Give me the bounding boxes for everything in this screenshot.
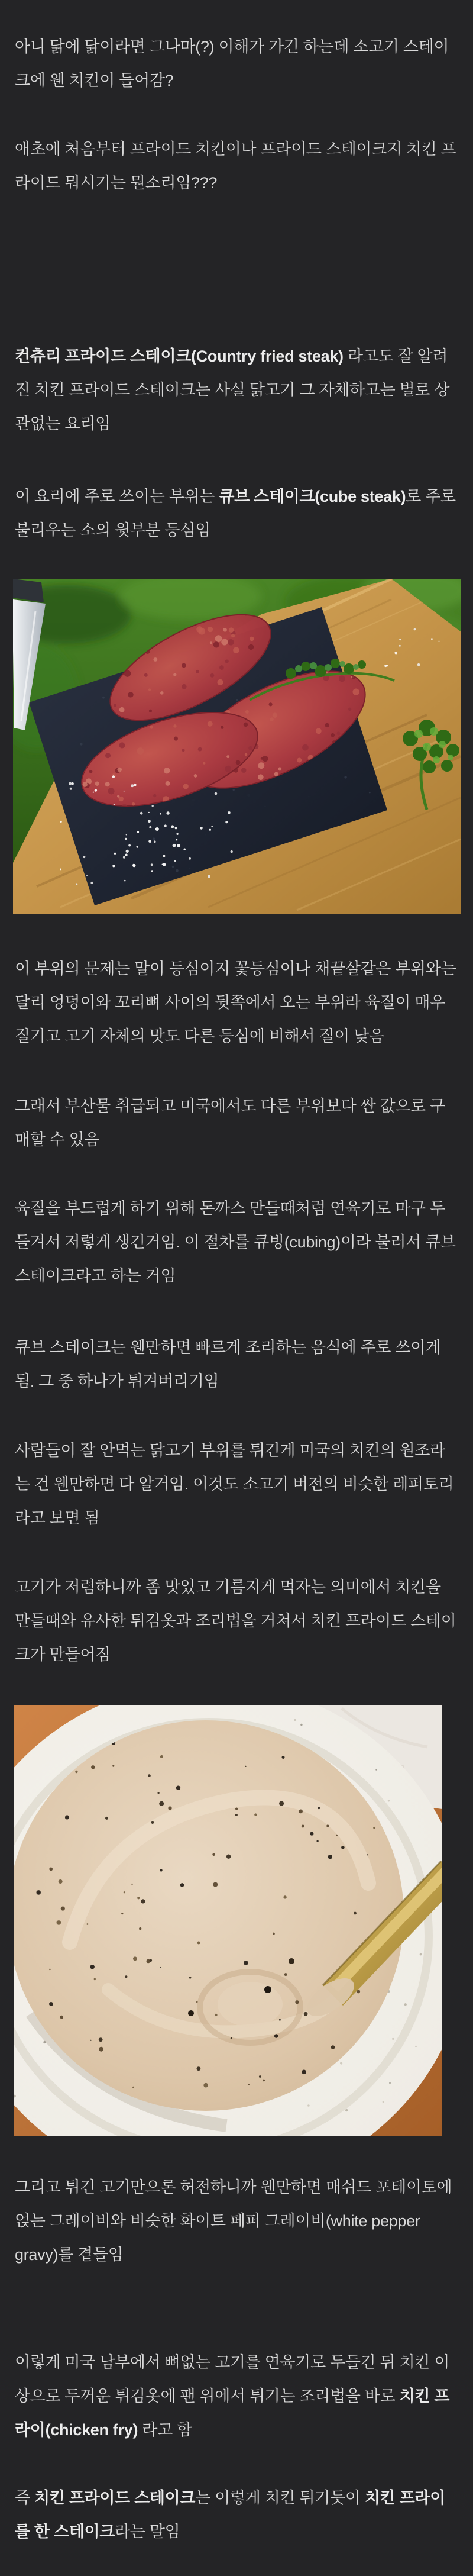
- white-pepper-gravy-photo: [14, 1705, 442, 2136]
- paragraph-text: 라고도 잘 알려진 치킨 프라이드 스테이크는 사실 닭고기 그 자체하고는 별로 상관없는 요리임: [15, 347, 450, 433]
- paragraph: [15, 1434, 459, 1535]
- paragraph: [15, 133, 459, 200]
- paragraph: [15, 1089, 459, 1157]
- paragraph-bold-text: 컨츄리 프라이드 스테이크(Country fried steak): [15, 347, 344, 365]
- paragraph: [15, 952, 459, 1053]
- paragraph: [15, 480, 459, 547]
- paragraph: [15, 2481, 459, 2549]
- paragraph-text: 사람들이 잘 안먹는 닭고기 부위를 튀긴게 미국의 치킨의 원조라는 건 웬만하면 다 알거임. 이것도 소고기 버전의 비슷한 레퍼토리라고 보면 됨: [15, 1442, 454, 1527]
- gravy-surface: [14, 1720, 404, 2111]
- paragraph: [15, 340, 459, 441]
- paragraph-text: 아니 닭에 닭이라면 그나마(?) 이해가 가긴 하는데 소고기 스테이크에 웬 치킨이 들어감?: [15, 38, 449, 89]
- paragraph-text: 라는 말임: [115, 2523, 180, 2540]
- paragraph-text: 이 요리에 주로 쓰이는 부위는: [15, 488, 219, 505]
- paragraph-text: 고기가 저렴하니까 좀 맛있고 기름지게 먹자는 의미에서 치킨을 만들때와 유사한 튀김옷과 조리법을 거쳐서 치킨 프라이드 스테이크가 만들어짐: [15, 1578, 456, 1663]
- paragraph-text: 로 주로 불리우는 소의 윗부분 등심임: [15, 488, 456, 539]
- paragraph-text: 그리고 튀긴 고기만으론 허전하니까 웬만하면 매쉬드 포테이토에 얹는 그레이비와 비슷한 화이트 페퍼 그레이비(white pepper gravy)를 곁들임: [15, 2178, 452, 2264]
- paragraph-bold-text: 치킨 프라이를 한 스테이크: [15, 2489, 445, 2540]
- paragraph-text: 라고 함: [138, 2421, 192, 2439]
- paragraph-bold-text: 큐브 스테이크(cube steak): [219, 488, 406, 505]
- paragraph-text: 육질을 부드럽게 하기 위해 돈까스 만들때처럼 연육기로 마구 두들겨서 저렇게 생긴거임. 이 절차를 큐빙(cubing)이라 불러서 큐브 스테이크라고 하는 거임: [15, 1200, 456, 1285]
- paragraph-text: 는 이렇게 치킨 튀기듯이: [195, 2489, 365, 2507]
- paragraph-bold-text: 치킨 프라이드 스테이크: [34, 2489, 196, 2507]
- paragraph-text: 그래서 부산물 취급되고 미국에서도 다른 부위보다 싼 값으로 구매할 수 있음: [15, 1097, 445, 1149]
- paragraph: [15, 1571, 459, 1672]
- paragraph: [15, 1192, 459, 1293]
- paragraph-text: 이렇게 미국 남부에서 뼈없는 고기를 연육기로 두들긴 뒤 치킨 이상으로 두꺼운 튀김옷에 팬 위에서 튀기는 조리법을 바로: [15, 2353, 450, 2405]
- paragraph-text: 큐브 스테이크는 웬만하면 빠르게 조리하는 음식에 주로 쓰이게 됨. 그 중 하나가 튀겨버리기임: [15, 1339, 441, 1390]
- paragraph-text: 애초에 처음부터 프라이드 치킨이나 프라이드 스테이크지 치킨 프라이드 뭐시기는 뭔소리임???: [15, 140, 456, 192]
- raw-cube-steaks-photo: [13, 579, 461, 914]
- paragraph: [15, 2171, 459, 2272]
- paragraph-bold-text: 치킨 프라이(chicken fry): [15, 2387, 450, 2439]
- paragraph: [15, 2346, 459, 2447]
- paragraph: [15, 1331, 459, 1398]
- paragraph: [15, 30, 459, 98]
- paragraph-text: 즉: [15, 2489, 34, 2507]
- paragraph-text: 이 부위의 문제는 말이 등심이지 꽃등심이나 채끝살같은 부위와는 달리 엉덩이와 꼬리뼈 사이의 뒷쪽에서 오는 부위라 육질이 매우 질기고 고기 자체의 맛도 다른 등심에 비해서 질이 낮음: [15, 960, 456, 1045]
